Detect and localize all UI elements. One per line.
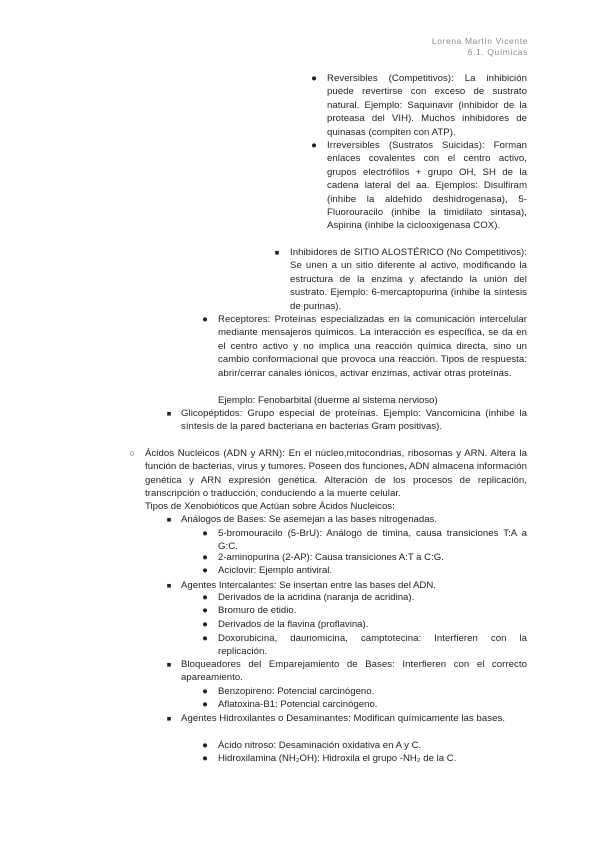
disc-bullet: ● <box>202 686 208 697</box>
list-item-doxorubicina: Doxorubicina, daunomicina, camptotecina: Interfieren con la replicación. <box>218 633 527 658</box>
list-item-aminopurina: 2-aminopurina (2-AP): Causa transiciones A:T a C:G. <box>218 552 444 563</box>
disc-bullet: ● <box>202 619 208 630</box>
disc-bullet: ● <box>311 73 317 84</box>
disc-bullet: ● <box>202 528 208 539</box>
tipos-xenobioticos-heading: Tipos de Xenobióticos que Actúan sobre Ácidos Nucleicos: <box>145 501 395 512</box>
receptores-example: Ejemplo: Fenobarbital (duerme al sistema nervioso) <box>218 395 438 406</box>
disc-bullet: ● <box>202 565 208 576</box>
square-bullet: ■ <box>166 660 172 669</box>
list-item-glicopeptidos: Glicopéptidos: Grupo especial de proteínas. Ejemplo: Vancomicina (inhibe la síntesis de la pared bacteriana en bacterias Gram positivas). <box>181 408 527 433</box>
square-bullet: ■ <box>166 515 172 524</box>
square-bullet: ■ <box>166 714 172 723</box>
list-item-hidroxilamina: Hidroxilamina (NH₂OH): Hidroxila el grupo -NH₂ de la C. <box>218 753 457 764</box>
list-item-analogos: Análogos de Bases: Se asemejan a las bases nitrogenadas. <box>181 514 438 525</box>
list-item-aciclovir: Aciclovir: Ejemplo antiviral. <box>218 565 333 576</box>
page-header <box>432 36 528 58</box>
disc-bullet: ● <box>202 552 208 563</box>
list-item-etidio: Bromuro de etidio. <box>218 605 297 616</box>
list-item-irreversibles: Irreversibles (Sustratos Suicidas): Forman enlaces covalentes con el centro activo, grupos electrófilos + grupo OH, SH de la cadena lateral del aa. Ejemplos: Disulfiram (inhibe la aldehído deshidrogenasa), 5-Fluorouracilo (inhibe la timidilato sintasa), Aspirina (inhibe la ciclooxigenasa COX). <box>327 140 527 232</box>
list-item-bromouracilo: 5-bromouracilo (5-BrU): Análogo de timina, causa transiciones T:A a G:C. <box>218 528 527 553</box>
square-bullet: ■ <box>166 409 172 418</box>
list-item-aflatoxina: Aflatoxina-B1: Potencial carcinógeno. <box>218 699 378 710</box>
circle-bullet: ○ <box>129 448 135 458</box>
list-item-acridina: Derivados de la acridina (naranja de acridina). <box>218 592 415 603</box>
list-item-receptores: Receptores: Proteínas especializadas en la comunicación intercelular mediante mensajeros químicos. La interacción es específica, se da en el centro activo y no implica una reacción química directa, sino un cambio conformacional que provoca una reacción. Tipos de respuesta: abrir/cerrar canales iónicos, activar enzimas, activar otras proteínas. <box>218 314 527 379</box>
author-name: Lorena Martín Vicente <box>431 36 528 46</box>
list-item-hidroxilantes: Agentes Hidroxilantes o Desaminantes: Modifican químicamente las bases. <box>181 713 506 724</box>
disc-bullet: ● <box>202 633 208 644</box>
disc-bullet: ● <box>202 740 208 751</box>
disc-bullet: ● <box>202 605 208 616</box>
disc-bullet: ● <box>202 314 208 325</box>
square-bullet: ■ <box>166 581 172 590</box>
list-item-alostericos: Inhibidores de SITIO ALOSTÉRICO (No Competitivos): Se unen a un sitio diferente al activo, modificando la estructura de la enzima y afectando la unión del sustrato. Ejemplo: 6-mercaptopurina (inhibe la síntesis de purinas). <box>290 247 527 312</box>
list-item-benzopireno: Benzopireno: Potencial carcinógeno. <box>218 686 375 697</box>
list-item-flavina: Derivados de la flavina (proflavina). <box>218 619 369 630</box>
section-label: 6.1. Químicas <box>467 47 528 57</box>
disc-bullet: ● <box>311 140 317 151</box>
list-item-intercalantes: Agentes Intercalantes: Se insertan entre las bases del ADN. <box>181 580 436 591</box>
disc-bullet: ● <box>202 592 208 603</box>
disc-bullet: ● <box>202 699 208 710</box>
list-item-bloqueadores: Bloqueadores del Emparejamiento de Bases: Interfieren con el correcto apareamiento. <box>181 659 527 684</box>
square-bullet: ■ <box>274 248 280 257</box>
disc-bullet: ● <box>202 753 208 764</box>
list-item-acidos-nucleicos: Ácidos Nucleicos (ADN y ARN): En el núcleo,mitocondrias, ribosomas y ARN. Altera la función de bacterias, virus y tumores. Poseen dos funciones, ADN almacena información genética y ARN expresión genética. Alteración de los procesos de replicación, transcripción o traducción, conduciendo a la muerte celular. <box>145 448 527 500</box>
list-item-acido-nitroso: Ácido nitroso: Desaminación oxidativa en A y C. <box>218 740 422 751</box>
list-item-reversibles: Reversibles (Competitivos): La inhibición puede revertirse con exceso de sustrato natural. Ejemplo: Saquinavir (inhibidor de la proteasa del VIH). Muchos inhibidores de quinasas (compiten con ATP). <box>327 73 527 138</box>
